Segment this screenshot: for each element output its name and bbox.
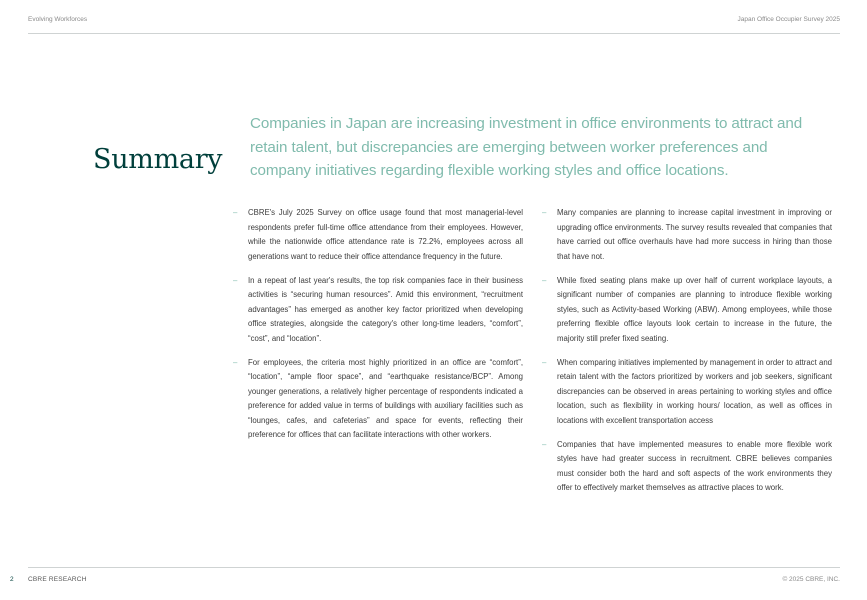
footer-divider — [28, 567, 840, 568]
summary-right-column — [542, 206, 832, 505]
bullet-text: Companies that have implemented measures to enable more flexible work styles have had greater success in recruitment. CBRE believes companies must consider both the hard and soft aspects of the work environments they offer to effectively market themselves as attractive places to work. — [557, 439, 832, 492]
summary-bullet — [233, 274, 523, 347]
bullet-dash: – — [542, 357, 547, 367]
header-divider — [28, 33, 840, 34]
bullet-text: When comparing initiatives implemented by management in order to attract and retain talent with the factors prioritized by workers and job seekers, significant discrepancies can be observed in areas pertaining to working styles and office location, such as flexibility in working hours/ location, as well as offices in locations with excellent transportation access — [557, 357, 832, 425]
summary-bullet — [542, 274, 832, 347]
bullet-dash: – — [542, 275, 547, 285]
page-title: Summary — [93, 144, 223, 175]
summary-bullet — [233, 356, 523, 443]
bullet-text: Many companies are planning to increase capital investment in improving or upgrading office environments. The survey results revealed that companies that have carried out office overhauls have had more success in hiring than those that have not. — [557, 208, 832, 261]
bullet-text: For employees, the criteria most highly prioritized in an office are “comfort”, “location”, “ample floor space”, and “earthquake resistance/BCP”. Among younger generations, a relatively higher percentage of respondents indicated a preference for added value in terms of buildings with auxiliary facilities such as “lounges, cafes, and cafeterias” and space for events, reflecting their preference for offices that can facilitate interactions with other workers. — [248, 357, 523, 439]
summary-left-column — [233, 206, 523, 452]
header-section-label: Evolving Workforces — [28, 16, 88, 23]
bullet-dash: – — [233, 208, 238, 217]
bullet-dash: – — [542, 439, 547, 449]
bullet-dash: – — [542, 208, 547, 217]
bullet-text: In a repeat of last year's results, the top risk companies face in their business activities is “securing human resources”. Amid this environment, “recruitment advantages” has emerged as another key factor prioritized when developing office strategies, alongside the category's other long-time leaders, “comfort”, “cost”, and “location”. — [248, 275, 523, 343]
footer-publisher: CBRE RESEARCH — [28, 576, 87, 583]
bullet-dash: – — [233, 357, 238, 367]
bullet-text: While fixed seating plans make up over half of current workplace layouts, a significant number of companies are planning to introduce flexible working styles, such as Activity-based Working (ABW). Among employees, while those preferring flexible office layouts look certain to increase in the future, the majority still prefer fixed seating. — [557, 275, 832, 343]
bullet-text: CBRE's July 2025 Survey on office usage found that most managerial-level respondents prefer full-time office attendance from their employees. However, while the nationwide office attendance rate is 72.2%, employees across all generations want to reduce their office attendance frequency in the future. — [248, 208, 523, 261]
summary-bullet — [542, 206, 832, 264]
page-number: 2 — [10, 576, 14, 583]
bullet-dash: – — [233, 275, 238, 285]
footer-copyright: © 2025 CBRE, INC. — [782, 576, 840, 583]
header-report-title: Japan Office Occupier Survey 2025 — [737, 16, 840, 23]
summary-bullet — [233, 206, 523, 264]
summary-bullet — [542, 438, 832, 496]
lead-paragraph: Companies in Japan are increasing investment in office environments to attract and retain talent, but discrepancies are emerging between worker preferences and company initiatives regarding flexible working styles and office locations. — [250, 115, 803, 179]
summary-bullet — [542, 356, 832, 429]
